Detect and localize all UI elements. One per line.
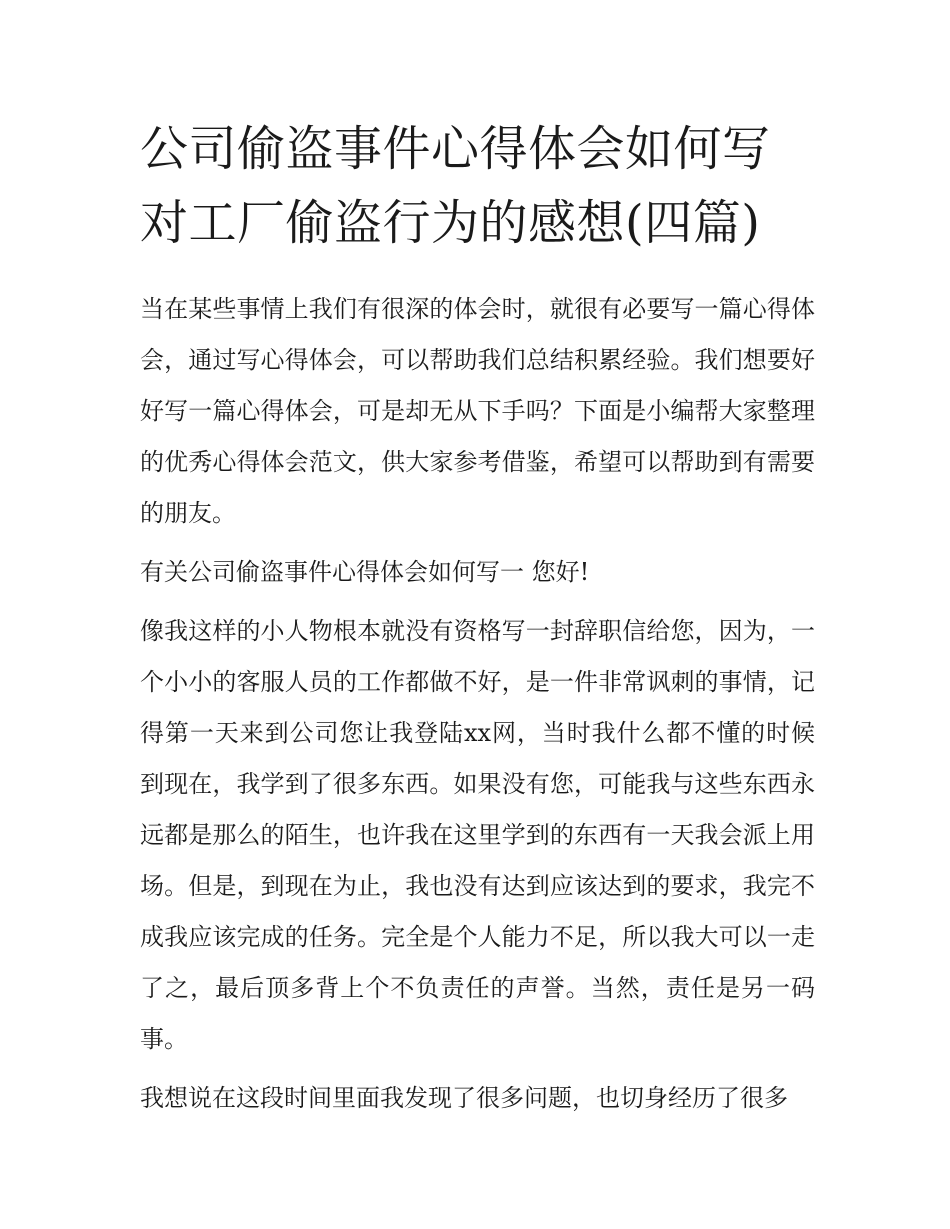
document-page [140,112,815,1124]
intro-paragraph: 当在某些事情上我们有很深的体会时，就很有必要写一篇心得体会，通过写心得体会，可以帮助我们总结积累经验。我们想要好好写一篇心得体会，可是却无从下手吗？下面是小编帮大家整理的优秀心得体会范文，供大家参考借鉴，希望可以帮助到有需要的朋友。 [140,295,815,527]
body-paragraph-2: 我想说在这段时间里面我发现了很多问题，也切身经历了很多 [140,1084,788,1112]
document-title [140,112,815,260]
body-paragraph-1: 像我这样的小人物根本就没有资格写一封辞职信给您，因为，一个小小的客服人员的工作都做不好，是一件非常讽刺的事情，记得第一天来到公司您让我登陆xx网，当时我什么都不懂的时候到现在，我学到了很多东西。如果没有您，可能我与这些东西永远都是那么的陌生，也许我在这里学到的东西有一天我会派上用场。但是，到现在为止，我也没有达到应该达到的要求，我完不成我应该完成的任务。完全是个人能力不足，所以我大可以一走了之，最后顶多背上个不负责任的声誉。当然，责任是另一码事。 [140,617,815,1053]
title-line-1: 公司偷盗事件心得体会如何写 [140,121,771,177]
title-line-2: 对工厂偷盗行为的感想(四篇) [140,195,761,251]
section-heading-paragraph: 有关公司偷盗事件心得体会如何写一 您好! [140,558,590,586]
